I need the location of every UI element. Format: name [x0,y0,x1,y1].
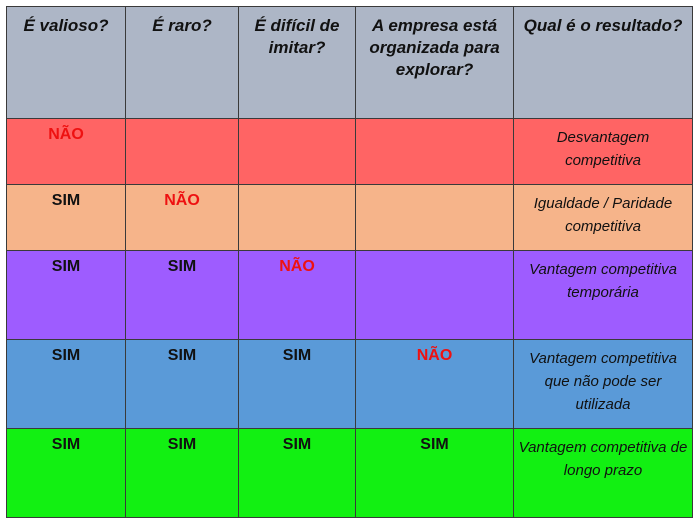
answer-organized: SIM [356,429,514,518]
answer-hard-to-imitate [239,185,356,251]
answer-hard-to-imitate: NÃO [239,251,356,340]
answer-rare: NÃO [126,185,239,251]
vrio-table [6,6,693,518]
answer-organized [356,119,514,185]
result-text: Vantagem competitiva de longo prazo [514,429,693,518]
answer-rare: SIM [126,251,239,340]
answer-valuable: SIM [7,340,126,429]
answer-rare: SIM [126,429,239,518]
answer-valuable: SIM [7,251,126,340]
header-hard-to-imitate: É difícil de imitar? [239,7,356,119]
header-row [7,7,693,119]
answer-hard-to-imitate: SIM [239,340,356,429]
table-row [7,185,693,251]
answer-organized: NÃO [356,340,514,429]
answer-valuable: SIM [7,429,126,518]
result-text: Igualdade / Paridade competitiva [514,185,693,251]
result-text: Desvantagem competitiva [514,119,693,185]
answer-organized [356,251,514,340]
result-text: Vantagem competitiva temporária [514,251,693,340]
answer-rare: SIM [126,340,239,429]
answer-hard-to-imitate [239,119,356,185]
table-row [7,251,693,340]
header-rare: É raro? [126,7,239,119]
header-result: Qual é o resultado? [514,7,693,119]
table-row [7,429,693,518]
answer-valuable: SIM [7,185,126,251]
header-valuable: É valioso? [7,7,126,119]
answer-valuable: NÃO [7,119,126,185]
header-organized: A empresa está organizada para explorar? [356,7,514,119]
table-row [7,340,693,429]
table-row [7,119,693,185]
answer-organized [356,185,514,251]
answer-hard-to-imitate: SIM [239,429,356,518]
result-text: Vantagem competitiva que não pode ser utilizada [514,340,693,429]
answer-rare [126,119,239,185]
